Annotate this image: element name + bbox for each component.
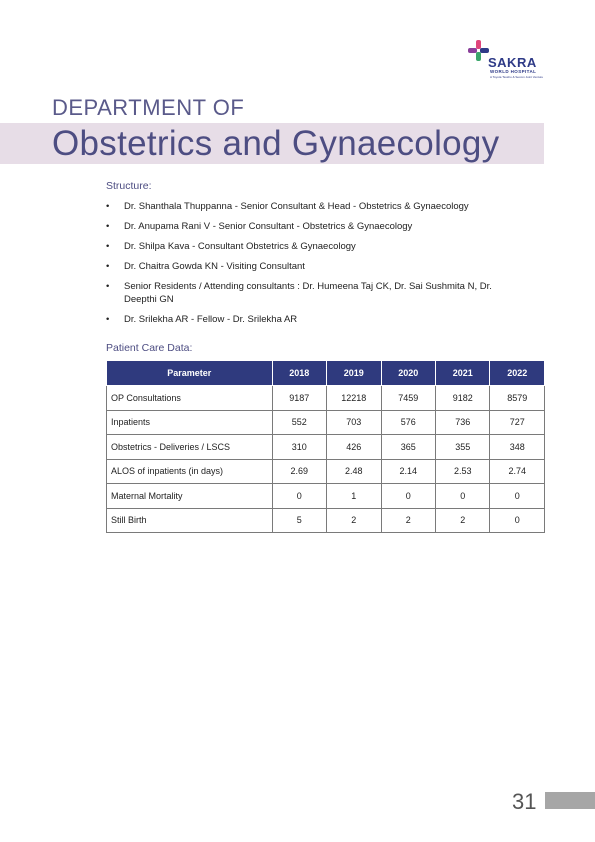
list-item: • Dr. Shanthala Thuppanna - Senior Consultant & Head - Obstetrics & Gynaecology <box>106 201 469 212</box>
page-number: 31 <box>512 789 537 814</box>
table-cell: 552 <box>272 410 326 435</box>
table-cell: ALOS of inpatients (in days) <box>107 459 273 484</box>
table-cell: 2.48 <box>327 459 381 484</box>
table-cell: 9182 <box>435 386 489 411</box>
column-header: Parameter <box>107 361 273 386</box>
table-cell: 2.74 <box>490 459 545 484</box>
list-item: • Dr. Anupama Rani V - Senior Consultant - Obstetrics & Gynaecology <box>106 221 413 232</box>
table-cell: Still Birth <box>107 508 273 533</box>
column-header: 2021 <box>435 361 489 386</box>
table-row <box>107 386 545 411</box>
list-item: • Dr. Chaitra Gowda KN - Visiting Consultant <box>106 261 305 272</box>
list-item: • Dr. Srilekha AR - Fellow - Dr. Srilekha AR <box>106 313 298 325</box>
list-item: • Dr. Shilpa Kava - Consultant Obstetrics & Gynaecology <box>106 241 356 252</box>
table-row <box>107 410 545 435</box>
table-cell: 1 <box>327 484 381 509</box>
table-cell: 727 <box>490 410 545 435</box>
table-cell: 0 <box>381 484 435 509</box>
list-item: • Senior Residents / Attending consultants : Dr. Humeena Taj CK, Dr. Sai Sushmita N, Dr. Deepthi GN <box>106 281 492 305</box>
table-cell: 736 <box>435 410 489 435</box>
logo-tagline: A Toyota Tsusho & Secom Joint Venture <box>490 75 544 79</box>
column-header: 2022 <box>490 361 545 386</box>
patient-care-label: Patient Care Data: <box>106 342 193 354</box>
column-header: 2020 <box>381 361 435 386</box>
table-cell: 2.69 <box>272 459 326 484</box>
table-cell: 355 <box>435 435 489 460</box>
table-cell: 0 <box>490 484 545 509</box>
table-header-row <box>107 361 545 386</box>
table-cell: 426 <box>327 435 381 460</box>
table-cell: 7459 <box>381 386 435 411</box>
table-row <box>107 484 545 509</box>
table-row <box>107 435 545 460</box>
sakra-logo <box>468 40 544 80</box>
sakra-cross-icon <box>468 40 490 62</box>
table-cell: 348 <box>490 435 545 460</box>
table-cell: 576 <box>381 410 435 435</box>
table-row <box>107 459 545 484</box>
table-cell: 0 <box>435 484 489 509</box>
table-cell: 2 <box>381 508 435 533</box>
table-cell: 9187 <box>272 386 326 411</box>
logo-subtitle: WORLD HOSPITAL <box>490 69 537 74</box>
table-cell: Obstetrics - Deliveries / LSCS <box>107 435 273 460</box>
patient-care-table <box>106 360 545 533</box>
table-cell: 0 <box>490 508 545 533</box>
column-header: 2019 <box>327 361 381 386</box>
table-cell: 5 <box>272 508 326 533</box>
table-row <box>107 508 545 533</box>
logo-name: SAKRA <box>488 55 537 70</box>
table-cell: 365 <box>381 435 435 460</box>
table-cell: 8579 <box>490 386 545 411</box>
structure-label: Structure: <box>106 180 152 192</box>
page-number-bar <box>545 792 595 809</box>
table-cell: 2 <box>435 508 489 533</box>
table-cell: OP Consultations <box>107 386 273 411</box>
department-label: DEPARTMENT OF <box>52 95 245 120</box>
column-header: 2018 <box>272 361 326 386</box>
table-cell: 310 <box>272 435 326 460</box>
page-title: Obstetrics and Gynaecology <box>52 124 500 163</box>
table-cell: 0 <box>272 484 326 509</box>
table-cell: 12218 <box>327 386 381 411</box>
table-cell: Maternal Mortality <box>107 484 273 509</box>
table-cell: Inpatients <box>107 410 273 435</box>
structure-list <box>106 201 506 334</box>
table-cell: 703 <box>327 410 381 435</box>
table-cell: 2.14 <box>381 459 435 484</box>
table-cell: 2 <box>327 508 381 533</box>
table-cell: 2.53 <box>435 459 489 484</box>
